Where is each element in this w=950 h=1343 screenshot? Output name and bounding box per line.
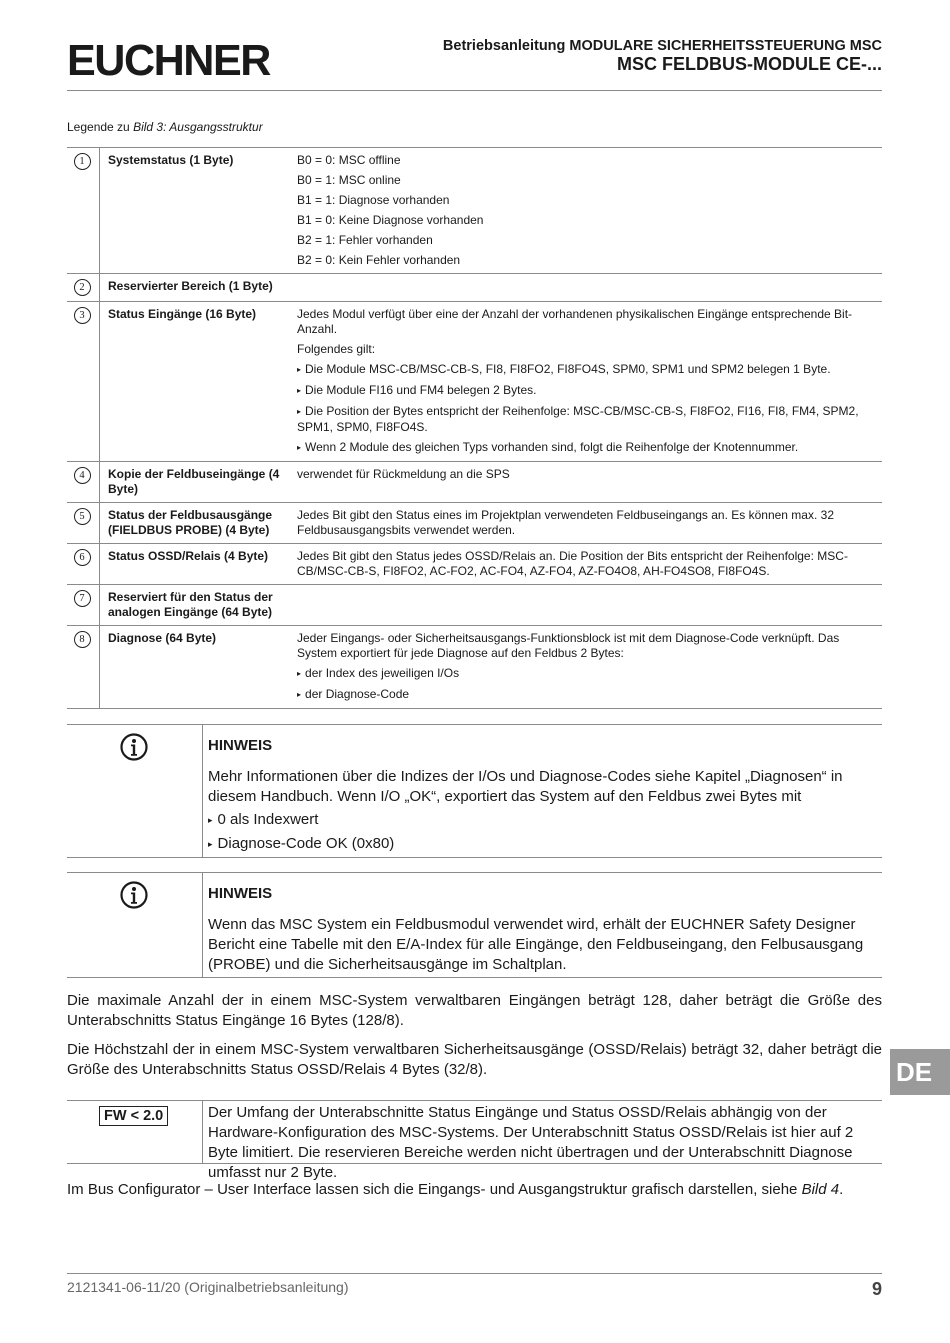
document-number: 2121341-06-11/20 (Originalbetriebsanleitung): [67, 1279, 349, 1295]
firmware-version-label: FW < 2.0: [99, 1106, 168, 1126]
item-name: Systemstatus (1 Byte): [108, 153, 234, 167]
item-number-badge: 4: [74, 467, 91, 484]
item-name: Status der Feldbusausgänge (FIELDBUS PROBE) (4 Byte): [108, 508, 273, 537]
legend-caption: Legende zu Bild 3: Ausgangsstruktur: [67, 120, 263, 134]
note-text: Mehr Informationen über die Indizes der I/Os und Diagnose-Codes siehe Kapitel „Diagnosen“ in diesem Handbuch. Wenn I/O „OK“, exportiert das System auf den Feldbus zwei Bytes mit: [208, 768, 843, 805]
paragraph-inputs: Die maximale Anzahl der in einem MSC-System verwaltbaren Eingängen beträgt 128, daher beträgt die Größe des Unterabschnitts Status Eingänge 16 Bytes (128/8).: [67, 992, 882, 1029]
item-name: Status Eingänge (16 Byte): [108, 307, 257, 321]
item-number-badge: 3: [74, 307, 91, 324]
item-name: Reserviert für den Status der analogen Eingänge (64 Byte): [108, 590, 273, 619]
item-number-badge: 1: [74, 153, 91, 170]
language-tab: DE: [890, 1049, 950, 1095]
item-number-badge: 5: [74, 508, 91, 525]
note-box-report: [67, 872, 882, 978]
table-row: [67, 503, 882, 544]
footer-divider: [67, 1273, 882, 1274]
table-row: [67, 585, 882, 626]
item-description: Jedes Bit gibt den Status jedes OSSD/Relais an. Die Position der Bits entspricht der Reihenfolge: MSC-CB/MSC-CB-S, FI8FO2, AC-FO2, AC-FO4, AZ-FO4, AZ-FO4O8, AH-FO4SO8, FI8FO4S.: [297, 549, 848, 578]
info-icon: [120, 881, 148, 909]
table-row: [67, 462, 882, 503]
table-row: [67, 302, 882, 462]
item-number-badge: 8: [74, 631, 91, 648]
header-title-line2: MSC FELDBUS-MODULE CE-...: [617, 54, 882, 74]
header-title-line1: Betriebsanleitung MODULARE SICHERHEITSSTEUERUNG MSC: [442, 38, 882, 54]
item-description: Jedes Bit gibt den Status eines im Projektplan verwendeten Feldbuseingangs an. Es können max. 32 Feldbusausgangsbits verwendet werden.: [297, 508, 834, 537]
paragraph-bus-configurator: Im Bus Configurator – User Interface lassen sich die Eingangs- und Ausgangstruktur grafisch darstellen, siehe Bild 4.: [67, 1181, 844, 1198]
note-title: HINWEIS: [208, 737, 273, 754]
euchner-logo: EUCHNER: [67, 36, 270, 85]
item-description: verwendet für Rückmeldung an die SPS: [297, 467, 510, 481]
item-description: Jeder Eingangs- oder Sicherheitsausgangs-Funktionsblock ist mit dem Diagnose-Code verknüpft. Das System exportiert für jede Diagnose auf den Feldbus 2 Bytes: ▸ der Index des jeweiligen I/Os ▸ der Diagnose-Code: [289, 626, 882, 709]
item-number-badge: 6: [74, 549, 91, 566]
table-row: [67, 626, 882, 709]
paragraph-outputs: Die Höchstzahl der in einem MSC-System verwaltbaren Sicherheitsausgänge (OSSD/Relais) beträgt 32, daher beträgt die Größe des Unterabschnitts Status OSSD/Relais 4 Bytes (32/8).: [67, 1041, 882, 1078]
info-icon: [120, 733, 148, 761]
item-name: Status OSSD/Relais (4 Byte): [108, 549, 269, 563]
table-row: [67, 148, 882, 274]
firmware-note-box: [67, 1100, 882, 1181]
item-description: B0 = 0: MSC offline B0 = 1: MSC online B1 = 1: Diagnose vorhanden B1 = 0: Keine Diagnose vorhanden B2 = 1: Fehler vorhanden B2 = 0: Kein Fehler vorhanden: [297, 153, 484, 267]
item-name: Kopie der Feldbuseingänge (4 Byte): [108, 467, 280, 496]
table-row: [67, 544, 882, 585]
page-number: 9: [871, 1279, 882, 1299]
firmware-note-text: Der Umfang der Unterabschnitte Status Eingänge und Status OSSD/Relais abhängig von der Hardware-Konfiguration des MSC-Systems. Der Unterabschnitt Status OSSD/Relais ist hier auf 2 Byte limitiert. Die reservieren Bereiche werden nicht übertragen und der Unterabschnitt Diagnose umfasst nur 2 Byte.: [208, 1104, 854, 1181]
item-description: [289, 585, 882, 626]
table-row: [67, 274, 882, 302]
legend-table: [67, 147, 882, 709]
item-name: Reservierter Bereich (1 Byte): [108, 279, 273, 293]
note-bullet: ▸ Diagnose-Code OK (0x80): [208, 834, 882, 855]
item-number-badge: 7: [74, 590, 91, 607]
item-number-badge: 2: [74, 279, 91, 296]
note-bullet: ▸ 0 als Indexwert: [208, 810, 882, 831]
header-divider: [67, 90, 882, 91]
note-text: Wenn das MSC System ein Feldbusmodul verwendet wird, erhält der EUCHNER Safety Designer Bericht eine Tabelle mit den E/A-Index für alle Eingänge, den Feldbuseingang, den Felbusausgang (PROBE) und die Sicherheitsausgänge im Schaltplan.: [208, 916, 864, 973]
item-description: Jedes Modul verfügt über eine der Anzahl der vorhandenen physikalischen Eingänge entsprechende Bit-Anzahl. Folgendes gilt: ▸ Die Module MSC-CB/MSC-CB-S, FI8, FI8FO2, FI8FO4S, SPM0, SPM1 und SPM2 belegen 1 Byte. ▸ Die Module FI16 und FM4 belegen 2 Bytes. ▸ Die Position der Bytes entspricht der Reihenfolge: MSC-CB/MSC-CB-S, FI8FO2, FI16, FI8, FM4, SPM2, SPM1, SPM0, FI8FO4S. ▸ Wenn 2 Module des gleichen Typs vorhanden sind, folgt die Reihenfolge der Knotennummer.: [289, 302, 882, 462]
note-title: HINWEIS: [208, 885, 273, 902]
note-box-indices: [67, 724, 882, 858]
item-name: Diagnose (64 Byte): [108, 631, 217, 645]
